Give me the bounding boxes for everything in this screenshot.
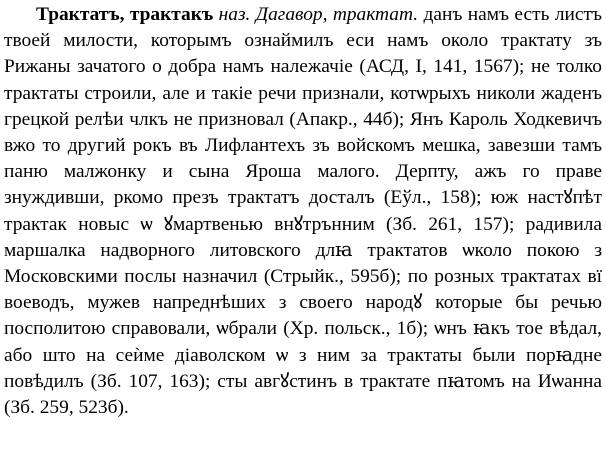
entry-body: данъ намъ есть листъ твоей милости, которымъ ознаймилъ еси намъ около трактату зъ Рижаны зачатого о добра намъ належачіе (АСД, I, 141, 1567); не толко трактаты строили, але и такіе речи признали, котѡрыхъ николи жаденъ грецкой релѣи члкъ не призновал (Апакр., 44б); Янъ Кароль Ходкевичъ вжо то другий рокъ въ Лифлантехъ зъ войскомъ мешка, завезши тамъ паню малжонку и сына Яроша малого. Дерпту, ажъ го праве знуждивши, ркомо презъ трактатъ досталъ (Еўл., 158); юж настꙋпѣт трактак новыс ѡ ꙋмартвенью внꙋтрънним (Зб. 261, 157); радивила маршалка надворного литовского длꙗ трактатов ѡколо покою з Московскими послы назначил (Стрыйк., 595б); по розных трактатах вї воеводъ, мужев напреднѣших з своего народꙋ которые бы речью посполитою справовали, ѡбрали (Хр. польск., 1б); ѡнъ ꙗкъ тое вѣдал, або што на сеѝме діаволском ѡ з ним за трактаты были порꙗдне повѣдилъ (Зб. 107, 163); сты авгꙋстинъ в трактате пꙗтомъ на Иѡанна (Зб. 259, 523б). xyxy=(4,4,602,419)
dictionary-entry xyxy=(4,2,602,421)
entry-headword: Трактатъ, трактакъ xyxy=(36,4,214,25)
dictionary-page xyxy=(4,2,602,448)
entry-part-of-speech: наз. Дагавор, трактат. xyxy=(218,4,419,25)
